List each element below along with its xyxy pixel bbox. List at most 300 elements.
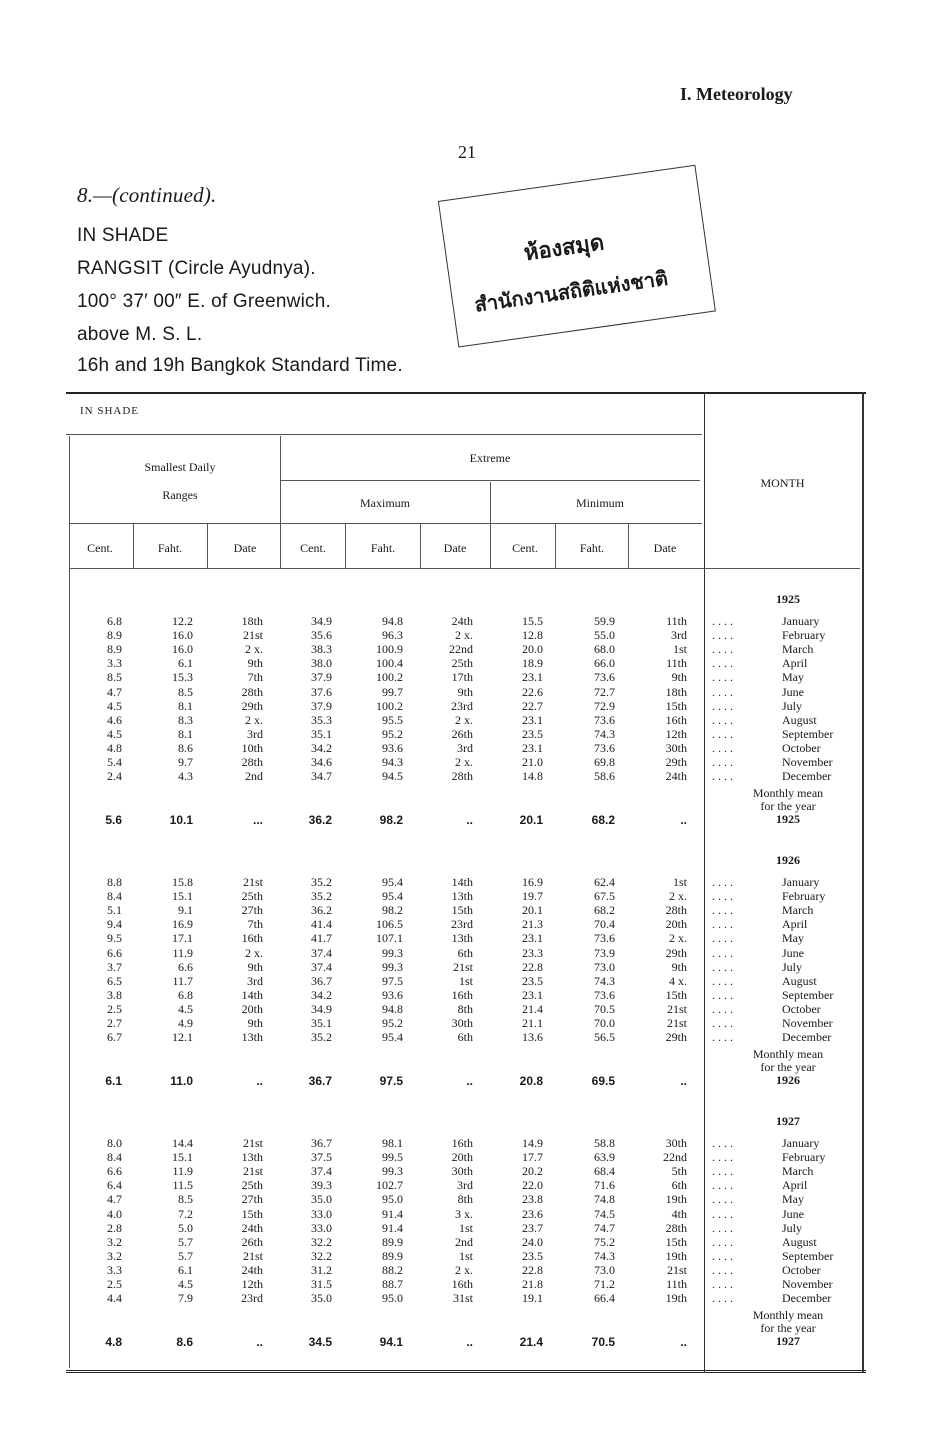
cell-1925-r2-c4: 100.9 xyxy=(376,642,403,657)
month-column-divider xyxy=(704,392,705,1373)
month-name-1925-4: May xyxy=(782,670,804,685)
cell-1925-r9-c3: 34.2 xyxy=(311,740,332,755)
cell-1925-r8-c1: 8.1 xyxy=(178,726,193,741)
cell-1927-r6-c5: 1st xyxy=(458,1220,473,1235)
cell-1927-r3-c4: 102.7 xyxy=(376,1178,403,1193)
cell-1925-r8-c3: 35.1 xyxy=(311,726,332,741)
cell-1927-r11-c4: 95.0 xyxy=(382,1291,403,1306)
cell-1925-r8-c0: 4.5 xyxy=(107,726,122,741)
cell-1926-r7-c5: 1st xyxy=(458,973,473,988)
cell-1926-r6-c6: 22.8 xyxy=(522,959,543,974)
cell-1927-r11-c1: 7.9 xyxy=(178,1291,193,1306)
cell-1926-r9-c3: 34.9 xyxy=(311,1001,332,1016)
month-name-1925-0: January xyxy=(782,614,820,628)
cell-1926-r1-c0: 8.4 xyxy=(107,889,122,904)
cell-1927-r8-c2: 21st xyxy=(242,1248,263,1263)
mean-1925-c0: 5.6 xyxy=(105,813,122,828)
cell-1925-r4-c1: 15.3 xyxy=(172,670,193,685)
cell-1925-r3-c1: 6.1 xyxy=(178,656,193,671)
cell-1925-r2-c3: 38.3 xyxy=(311,642,332,657)
cell-1925-r7-c1: 8.3 xyxy=(178,712,193,727)
month-name-1927-6: July xyxy=(782,1220,803,1235)
cell-1926-r4-c3: 41.7 xyxy=(311,931,332,946)
cell-1927-r2-c6: 20.2 xyxy=(522,1164,543,1179)
cell-1925-r9-c2: 10th xyxy=(241,740,263,755)
mean-1927-c3: 34.5 xyxy=(308,1335,332,1350)
cell-1925-r10-c2: 28th xyxy=(241,755,263,769)
cell-1925-r9-c7: 73.6 xyxy=(594,740,615,755)
cell-1927-r9-c8: 21st xyxy=(666,1262,687,1277)
section-heading: I. Meteorology xyxy=(680,84,793,104)
cell-1926-r1-c4: 95.4 xyxy=(382,889,403,904)
cell-1926-r10-c5: 30th xyxy=(451,1016,473,1030)
month-name-1927-0: January xyxy=(782,1136,820,1150)
month-leader: . . . . xyxy=(712,1206,733,1221)
cell-1925-r1-c8: 3rd xyxy=(671,628,687,643)
cell-1925-r5-c6: 22.6 xyxy=(522,684,543,699)
col-divider-6 xyxy=(628,524,629,568)
col-head-1: Faht. xyxy=(157,541,183,555)
cell-1927-r3-c2: 25th xyxy=(241,1178,263,1193)
cell-1927-r9-c1: 6.1 xyxy=(178,1262,193,1277)
cell-1925-r1-c3: 35.6 xyxy=(311,628,332,643)
month-name-1926-6: July xyxy=(782,959,803,974)
month-leader: . . . . xyxy=(712,1016,733,1030)
cell-1925-r0-c8: 11th xyxy=(666,614,687,628)
mean-1926-c1: 11.0 xyxy=(170,1074,193,1089)
month-leader: . . . . xyxy=(712,726,733,741)
cell-1925-r11-c7: 58.6 xyxy=(594,769,615,784)
cell-1925-r5-c5: 9th xyxy=(457,684,473,699)
mean-1925-c2: ... xyxy=(252,813,263,828)
cell-1925-r8-c2: 3rd xyxy=(247,726,263,741)
header-smallest-daily: Smallest Daily xyxy=(144,460,216,474)
col-head-5: Date xyxy=(443,541,467,555)
continued-label: 8.—(continued). xyxy=(77,183,217,207)
cell-1927-r9-c0: 3.3 xyxy=(107,1262,122,1277)
cell-1926-r6-c8: 9th xyxy=(671,959,687,974)
cell-1926-r2-c5: 15th xyxy=(451,903,473,918)
mean-1927-c7: 70.5 xyxy=(591,1335,615,1350)
month-name-1925-1: February xyxy=(782,628,826,643)
cell-1927-r7-c8: 15th xyxy=(665,1234,687,1249)
cell-1927-r8-c5: 1st xyxy=(458,1248,473,1263)
cell-1925-r3-c4: 100.4 xyxy=(376,656,403,671)
month-leader: . . . . xyxy=(712,670,733,685)
cell-1927-r10-c8: 11th xyxy=(666,1277,687,1291)
cell-1925-r5-c4: 99.7 xyxy=(382,684,403,699)
mean-1927-c2: .. xyxy=(256,1335,263,1350)
month-name-1926-5: June xyxy=(782,945,804,960)
cell-1925-r8-c8: 12th xyxy=(665,726,687,741)
cell-1926-r9-c6: 21.4 xyxy=(522,1001,543,1016)
cell-1925-r4-c7: 73.6 xyxy=(594,670,615,685)
cell-1925-r10-c8: 29th xyxy=(665,755,687,769)
cell-1926-r4-c4: 107.1 xyxy=(376,931,403,946)
cell-1925-r3-c6: 18.9 xyxy=(522,656,543,671)
cell-1927-r2-c3: 37.4 xyxy=(311,1164,332,1179)
cell-1926-r11-c5: 6th xyxy=(457,1030,473,1045)
cell-1927-r0-c7: 58.8 xyxy=(594,1136,615,1150)
cell-1927-r5-c7: 74.5 xyxy=(594,1206,615,1221)
month-name-1926-3: April xyxy=(782,917,808,932)
mean-1926-c3: 36.7 xyxy=(308,1074,332,1089)
month-leader: . . . . xyxy=(712,1164,733,1179)
cell-1925-r8-c4: 95.2 xyxy=(382,726,403,741)
cell-1925-r6-c7: 72.9 xyxy=(594,698,615,713)
col-divider-2 xyxy=(207,524,208,568)
cell-1926-r6-c4: 99.3 xyxy=(382,959,403,974)
month-name-1925-3: April xyxy=(782,656,808,671)
cell-1926-r3-c3: 41.4 xyxy=(311,917,332,932)
cell-1927-r8-c3: 32.2 xyxy=(311,1248,332,1263)
cell-1927-r11-c3: 35.0 xyxy=(311,1291,332,1306)
cell-1927-r2-c1: 11.9 xyxy=(172,1164,193,1179)
mean-label-line2: for the year xyxy=(760,1060,816,1075)
cell-1926-r3-c2: 7th xyxy=(247,917,263,932)
month-name-1926-8: September xyxy=(782,987,834,1002)
month-name-1927-8: September xyxy=(782,1248,834,1263)
month-name-1927-4: May xyxy=(782,1192,804,1207)
cell-1926-r8-c5: 16th xyxy=(451,987,473,1002)
cell-1925-r1-c6: 12.8 xyxy=(522,628,543,643)
month-leader: . . . . xyxy=(712,875,733,889)
cell-1925-r11-c8: 24th xyxy=(665,769,687,784)
mean-1927-c1: 8.6 xyxy=(176,1335,193,1350)
cell-1925-r7-c7: 73.6 xyxy=(594,712,615,727)
cell-1927-r9-c5: 2 x. xyxy=(455,1262,473,1277)
cell-1926-r11-c4: 95.4 xyxy=(382,1030,403,1045)
month-leader: . . . . xyxy=(712,1001,733,1016)
cell-1926-r6-c2: 9th xyxy=(247,959,263,974)
month-leader: . . . . xyxy=(712,628,733,643)
cell-1926-r2-c3: 36.2 xyxy=(311,903,332,918)
cell-1927-r5-c2: 15th xyxy=(241,1206,263,1221)
cell-1927-r5-c4: 91.4 xyxy=(382,1206,403,1221)
right-border xyxy=(862,392,864,1373)
stamp-line-library: ห้องสมุด xyxy=(522,230,606,267)
header-line-altitude: above M. S. L. xyxy=(77,324,203,345)
cell-1925-r7-c8: 16th xyxy=(665,712,687,727)
col-head-6: Cent. xyxy=(512,541,538,555)
mean-label-line1: Monthly mean xyxy=(752,786,824,801)
cell-1926-r10-c3: 35.1 xyxy=(311,1016,332,1030)
cell-1926-r0-c3: 35.2 xyxy=(311,875,332,889)
cell-1926-r11-c7: 56.5 xyxy=(594,1030,615,1045)
mean-1925-c8: .. xyxy=(680,813,687,828)
cell-1925-r1-c4: 96.3 xyxy=(382,628,403,643)
cell-1925-r0-c7: 59.9 xyxy=(594,614,615,628)
cell-1927-r6-c2: 24th xyxy=(241,1220,263,1235)
mean-label-year-1927: 1927 xyxy=(776,1334,800,1349)
month-leader: . . . . xyxy=(712,740,733,755)
cell-1925-r9-c6: 23.1 xyxy=(522,740,543,755)
cell-1925-r6-c6: 22.7 xyxy=(522,698,543,713)
cell-1927-r11-c2: 23rd xyxy=(241,1291,263,1306)
month-leader: . . . . xyxy=(712,931,733,946)
mean-1927-c5: .. xyxy=(466,1335,473,1350)
cell-1926-r5-c5: 6th xyxy=(457,945,473,960)
cell-1927-r8-c8: 19th xyxy=(665,1248,687,1263)
mean-1925-c3: 36.2 xyxy=(308,813,332,828)
mean-1925-c6: 20.1 xyxy=(519,813,543,828)
cell-1927-r5-c6: 23.6 xyxy=(522,1206,543,1221)
cell-1927-r7-c5: 2nd xyxy=(455,1234,473,1249)
month-name-1925-8: September xyxy=(782,726,834,741)
cell-1925-r4-c0: 8.5 xyxy=(107,670,122,685)
col-head-4: Faht. xyxy=(370,541,396,555)
cell-1927-r9-c7: 73.0 xyxy=(594,1262,615,1277)
cell-1926-r4-c8: 2 x. xyxy=(669,931,687,946)
cell-1927-r7-c1: 5.7 xyxy=(178,1234,193,1249)
cell-1926-r9-c5: 8th xyxy=(457,1001,473,1016)
cell-1926-r3-c7: 70.4 xyxy=(594,917,615,932)
cell-1926-r10-c7: 70.0 xyxy=(594,1016,615,1030)
cell-1925-r8-c6: 23.5 xyxy=(522,726,543,741)
cell-1925-r11-c5: 28th xyxy=(451,769,473,784)
header-line-time: 16h and 19h Bangkok Standard Time. xyxy=(77,355,403,376)
cell-1926-r7-c7: 74.3 xyxy=(594,973,615,988)
cell-1926-r8-c4: 93.6 xyxy=(382,987,403,1002)
month-leader: . . . . xyxy=(712,959,733,974)
month-name-1926-7: August xyxy=(782,973,817,988)
header-line-shade: IN SHADE xyxy=(77,225,169,246)
cell-1925-r4-c6: 23.1 xyxy=(522,670,543,685)
cell-1927-r1-c6: 17.7 xyxy=(522,1150,543,1165)
mean-1926-c5: .. xyxy=(466,1074,473,1089)
cell-1927-r7-c7: 75.2 xyxy=(594,1234,615,1249)
cell-1925-r4-c8: 9th xyxy=(671,670,687,685)
mean-label-line2: for the year xyxy=(760,1321,816,1336)
cell-1926-r4-c2: 16th xyxy=(241,931,263,946)
cell-1926-r1-c3: 35.2 xyxy=(311,889,332,904)
cell-1926-r8-c3: 34.2 xyxy=(311,987,332,1002)
month-leader: . . . . xyxy=(712,917,733,932)
cell-1926-r4-c6: 23.1 xyxy=(522,931,543,946)
cell-1926-r7-c1: 11.7 xyxy=(172,973,193,988)
cell-1925-r9-c4: 93.6 xyxy=(382,740,403,755)
cell-1926-r3-c5: 23rd xyxy=(451,917,473,932)
header-rule-top xyxy=(66,434,702,435)
month-leader: . . . . xyxy=(712,903,733,918)
header-month: MONTH xyxy=(760,476,805,490)
cell-1925-r6-c1: 8.1 xyxy=(178,698,193,713)
month-name-1926-11: December xyxy=(782,1030,832,1045)
cell-1926-r1-c8: 2 x. xyxy=(669,889,687,904)
cell-1927-r5-c1: 7.2 xyxy=(178,1206,193,1221)
cell-1925-r3-c5: 25th xyxy=(451,656,473,671)
header-line-station: RANGSIT (Circle Ayudnya). xyxy=(77,258,316,279)
month-name-1926-9: October xyxy=(782,1001,821,1016)
cell-1927-r3-c1: 11.5 xyxy=(172,1178,193,1193)
cell-1926-r2-c6: 20.1 xyxy=(522,903,543,918)
mean-1925-c5: .. xyxy=(466,813,473,828)
month-name-1926-1: February xyxy=(782,889,826,904)
month-leader: . . . . xyxy=(712,1248,733,1263)
cell-1927-r5-c0: 4.0 xyxy=(107,1206,122,1221)
cell-1926-r9-c7: 70.5 xyxy=(594,1001,615,1016)
mean-1925-c7: 68.2 xyxy=(591,813,615,828)
cell-1926-r10-c4: 95.2 xyxy=(382,1016,403,1030)
cell-1926-r11-c1: 12.1 xyxy=(172,1030,193,1045)
cell-1927-r7-c0: 3.2 xyxy=(107,1234,122,1249)
cell-1927-r3-c6: 22.0 xyxy=(522,1178,543,1193)
cell-1927-r9-c2: 24th xyxy=(241,1262,263,1277)
header-minimum: Minimum xyxy=(575,496,624,510)
cell-1927-r10-c0: 2.5 xyxy=(107,1277,122,1291)
cell-1926-r2-c7: 68.2 xyxy=(594,903,615,918)
cell-1925-r11-c6: 14.8 xyxy=(522,769,543,784)
cell-1927-r1-c2: 13th xyxy=(241,1150,263,1165)
month-name-1927-7: August xyxy=(782,1234,817,1249)
cell-1927-r2-c2: 21st xyxy=(242,1164,263,1179)
cell-1927-r7-c3: 32.2 xyxy=(311,1234,332,1249)
year-label-1926: 1926 xyxy=(776,853,800,867)
cell-1926-r0-c5: 14th xyxy=(451,875,473,889)
cell-1926-r3-c0: 9.4 xyxy=(107,917,122,932)
cell-1925-r5-c0: 4.7 xyxy=(107,684,122,699)
cell-1925-r4-c2: 7th xyxy=(247,670,263,685)
cell-1925-r10-c7: 69.8 xyxy=(594,755,615,769)
cell-1926-r7-c0: 6.5 xyxy=(107,973,122,988)
cell-1927-r10-c3: 31.5 xyxy=(311,1277,332,1291)
cell-1925-r8-c7: 74.3 xyxy=(594,726,615,741)
year-label-1925: 1925 xyxy=(776,592,800,606)
cell-1926-r3-c4: 106.5 xyxy=(376,917,403,932)
cell-1927-r3-c7: 71.6 xyxy=(594,1178,615,1193)
cell-1926-r5-c7: 73.9 xyxy=(594,945,615,960)
cell-1927-r6-c0: 2.8 xyxy=(107,1220,122,1235)
cell-1927-r2-c0: 6.6 xyxy=(107,1164,122,1179)
month-name-1927-9: October xyxy=(782,1262,821,1277)
cell-1927-r1-c3: 37.5 xyxy=(311,1150,332,1165)
cell-1927-r11-c6: 19.1 xyxy=(522,1291,543,1306)
cell-1925-r7-c3: 35.3 xyxy=(311,712,332,727)
cell-1926-r5-c0: 6.6 xyxy=(107,945,122,960)
cell-1926-r7-c2: 3rd xyxy=(247,973,263,988)
cell-1926-r0-c1: 15.8 xyxy=(172,875,193,889)
col-head-2: Date xyxy=(233,541,257,555)
col-head-0: Cent. xyxy=(87,541,113,555)
header-maximum: Maximum xyxy=(360,496,410,510)
cell-1926-r11-c2: 13th xyxy=(241,1030,263,1045)
cell-1925-r7-c5: 2 x. xyxy=(455,712,473,727)
mean-label-line1: Monthly mean xyxy=(752,1308,824,1323)
cell-1926-r9-c8: 21st xyxy=(666,1001,687,1016)
cell-1925-r1-c5: 2 x. xyxy=(455,628,473,643)
cell-1926-r11-c0: 6.7 xyxy=(107,1030,122,1045)
cell-1927-r4-c0: 4.7 xyxy=(107,1192,122,1207)
cell-1925-r2-c7: 68.0 xyxy=(594,642,615,657)
cell-1926-r10-c2: 9th xyxy=(247,1016,263,1030)
cell-1927-r0-c5: 16th xyxy=(451,1136,473,1150)
cell-1927-r9-c3: 31.2 xyxy=(311,1262,332,1277)
cell-1927-r4-c3: 35.0 xyxy=(311,1192,332,1207)
month-leader: . . . . xyxy=(712,614,733,628)
cell-1925-r9-c0: 4.8 xyxy=(107,740,122,755)
cell-1926-r3-c8: 20th xyxy=(665,917,687,932)
cell-1926-r11-c8: 29th xyxy=(665,1030,687,1045)
cell-1927-r8-c1: 5.7 xyxy=(178,1248,193,1263)
header-rule-extreme xyxy=(280,480,700,481)
month-leader: . . . . xyxy=(712,1220,733,1235)
cell-1926-r7-c6: 23.5 xyxy=(522,973,543,988)
cell-1926-r6-c0: 3.7 xyxy=(107,959,122,974)
cell-1926-r9-c4: 94.8 xyxy=(382,1001,403,1016)
mean-1927-c0: 4.8 xyxy=(105,1335,122,1350)
cell-1925-r2-c2: 2 x. xyxy=(245,642,263,657)
cell-1925-r10-c6: 21.0 xyxy=(522,755,543,769)
cell-1927-r11-c5: 31st xyxy=(452,1291,473,1306)
month-leader: . . . . xyxy=(712,656,733,671)
cell-1926-r0-c7: 62.4 xyxy=(594,875,615,889)
table-label: IN SHADE xyxy=(80,405,140,417)
cell-1926-r5-c1: 11.9 xyxy=(172,945,193,960)
cell-1927-r8-c7: 74.3 xyxy=(594,1248,615,1263)
cell-1925-r2-c1: 16.0 xyxy=(172,642,193,657)
cell-1925-r7-c4: 95.5 xyxy=(382,712,403,727)
month-leader: . . . . xyxy=(712,755,733,769)
cell-1925-r3-c8: 11th xyxy=(666,656,687,671)
month-name-1925-2: March xyxy=(782,642,814,657)
cell-1927-r11-c7: 66.4 xyxy=(594,1291,615,1306)
month-name-1925-6: July xyxy=(782,698,803,713)
cell-1927-r6-c7: 74.7 xyxy=(594,1220,615,1235)
cell-1927-r10-c1: 4.5 xyxy=(178,1277,193,1291)
cell-1925-r11-c4: 94.5 xyxy=(382,769,403,784)
cell-1925-r10-c0: 5.4 xyxy=(107,755,122,769)
mean-1925-c4: 98.2 xyxy=(379,813,403,828)
cell-1925-r11-c3: 34.7 xyxy=(311,769,332,784)
cell-1926-r9-c1: 4.5 xyxy=(178,1001,193,1016)
cell-1927-r0-c8: 30th xyxy=(665,1136,687,1150)
cell-1925-r8-c5: 26th xyxy=(451,726,473,741)
mean-1926-c4: 97.5 xyxy=(379,1074,403,1089)
cell-1927-r1-c0: 8.4 xyxy=(107,1150,122,1165)
month-leader: . . . . xyxy=(712,1234,733,1249)
cell-1925-r6-c4: 100.2 xyxy=(376,698,403,713)
mean-1926-c0: 6.1 xyxy=(105,1074,122,1089)
cell-1926-r5-c8: 29th xyxy=(665,945,687,960)
cell-1925-r0-c6: 15.5 xyxy=(522,614,543,628)
cell-1927-r2-c4: 99.3 xyxy=(382,1164,403,1179)
mean-1926-c6: 20.8 xyxy=(519,1074,543,1089)
cell-1926-r9-c2: 20th xyxy=(241,1001,263,1016)
cell-1927-r1-c7: 63.9 xyxy=(594,1150,615,1165)
cell-1927-r2-c7: 68.4 xyxy=(594,1164,615,1179)
month-name-1926-4: May xyxy=(782,931,804,946)
cell-1926-r6-c5: 21st xyxy=(452,959,473,974)
mean-1926-c7: 69.5 xyxy=(591,1074,615,1089)
cell-1925-r5-c1: 8.5 xyxy=(178,684,193,699)
cell-1925-r7-c2: 2 x. xyxy=(245,712,263,727)
cell-1925-r7-c6: 23.1 xyxy=(522,712,543,727)
cell-1926-r0-c6: 16.9 xyxy=(522,875,543,889)
month-leader: . . . . xyxy=(712,1030,733,1045)
cell-1926-r2-c8: 28th xyxy=(665,903,687,918)
cell-1927-r4-c4: 95.0 xyxy=(382,1192,403,1207)
month-leader: . . . . xyxy=(712,889,733,904)
header-rule-bottom xyxy=(70,568,860,569)
cell-1927-r0-c2: 21st xyxy=(242,1136,263,1150)
cell-1925-r3-c0: 3.3 xyxy=(107,656,122,671)
cell-1926-r1-c2: 25th xyxy=(241,889,263,904)
cell-1926-r5-c4: 99.3 xyxy=(382,945,403,960)
cell-1926-r6-c1: 6.6 xyxy=(178,959,193,974)
month-leader: . . . . xyxy=(712,973,733,988)
cell-1925-r1-c2: 21st xyxy=(242,628,263,643)
cell-1925-r1-c7: 55.0 xyxy=(594,628,615,643)
